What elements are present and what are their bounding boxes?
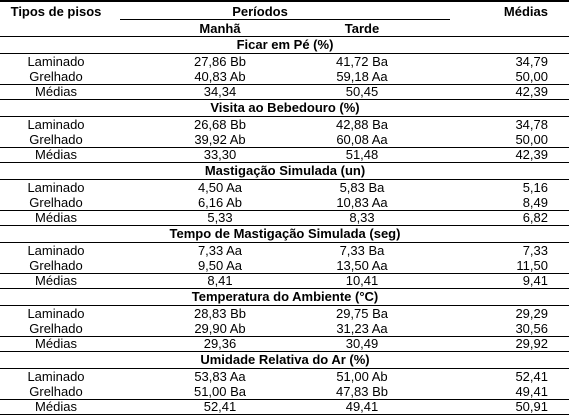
afternoon-value: 51,00 Ab bbox=[336, 369, 388, 384]
mean-value: 5,16 bbox=[522, 180, 548, 195]
row-label: Laminado bbox=[27, 117, 85, 132]
afternoon-value: 41,72 Ba bbox=[335, 54, 389, 69]
afternoon-value: 29,75 Ba bbox=[335, 306, 389, 321]
morning-value: 29,90 Ab bbox=[194, 321, 246, 336]
row-label: Médias bbox=[35, 84, 77, 99]
mean-value: 30,56 bbox=[515, 321, 548, 336]
afternoon-value: 13,50 Aa bbox=[336, 258, 388, 273]
row-label: Grelhado bbox=[29, 321, 83, 336]
mean-value: 7,33 bbox=[522, 243, 548, 258]
afternoon-value: 5,83 Ba bbox=[339, 180, 385, 195]
header-afternoon: Tarde bbox=[344, 21, 380, 36]
mean-value: 50,00 bbox=[515, 69, 548, 84]
afternoon-value: 30,49 bbox=[345, 336, 379, 351]
mean-value: 29,92 bbox=[515, 336, 548, 351]
row-label: Laminado bbox=[27, 243, 85, 258]
morning-value: 34,34 bbox=[203, 84, 237, 99]
header-floor-type: Tipos de pisos bbox=[10, 4, 102, 19]
morning-value: 27,86 Bb bbox=[193, 54, 247, 69]
mean-value: 52,41 bbox=[515, 369, 548, 384]
morning-value: 6,16 Ab bbox=[197, 195, 243, 210]
section-title: Ficar em Pé (%) bbox=[236, 37, 334, 52]
mean-value: 6,82 bbox=[522, 210, 548, 225]
mean-value: 34,79 bbox=[515, 54, 548, 69]
mean-value: 34,78 bbox=[515, 117, 548, 132]
mean-value: 42,39 bbox=[515, 84, 548, 99]
row-label: Laminado bbox=[27, 306, 85, 321]
row-label: Médias bbox=[35, 273, 77, 288]
afternoon-value: 47,83 Bb bbox=[335, 384, 389, 399]
afternoon-value: 49,41 bbox=[345, 399, 379, 414]
section-title: Temperatura do Ambiente (°C) bbox=[191, 289, 379, 304]
afternoon-value: 8,33 bbox=[349, 210, 375, 225]
afternoon-value: 7,33 Ba bbox=[339, 243, 385, 258]
afternoon-value: 50,45 bbox=[345, 84, 379, 99]
header-periods: Períodos bbox=[232, 4, 288, 19]
row-label: Médias bbox=[35, 399, 77, 414]
row-label: Laminado bbox=[27, 54, 85, 69]
morning-value: 7,33 Aa bbox=[197, 243, 243, 258]
morning-value: 39,92 Ab bbox=[194, 132, 246, 147]
afternoon-value: 10,41 bbox=[345, 273, 379, 288]
morning-value: 9,50 Aa bbox=[197, 258, 243, 273]
section-title: Mastigação Simulada (un) bbox=[204, 163, 366, 178]
row-label: Laminado bbox=[27, 180, 85, 195]
section-title: Tempo de Mastigação Simulada (seg) bbox=[169, 226, 401, 241]
morning-value: 51,00 Ba bbox=[193, 384, 247, 399]
morning-value: 5,33 bbox=[207, 210, 233, 225]
row-label: Médias bbox=[35, 210, 77, 225]
row-label: Grelhado bbox=[29, 384, 83, 399]
afternoon-value: 60,08 Aa bbox=[336, 132, 388, 147]
afternoon-value: 51,48 bbox=[345, 147, 379, 162]
row-label: Grelhado bbox=[29, 258, 83, 273]
row-label: Grelhado bbox=[29, 69, 83, 84]
morning-value: 29,36 bbox=[203, 336, 237, 351]
morning-value: 33,30 bbox=[203, 147, 237, 162]
mean-value: 49,41 bbox=[515, 384, 548, 399]
row-label: Grelhado bbox=[29, 195, 83, 210]
afternoon-value: 59,18 Aa bbox=[336, 69, 388, 84]
morning-value: 52,41 bbox=[203, 399, 237, 414]
morning-value: 8,41 bbox=[207, 273, 233, 288]
morning-value: 4,50 Aa bbox=[197, 180, 243, 195]
section-title: Umidade Relativa do Ar (%) bbox=[200, 352, 370, 367]
row-label: Grelhado bbox=[29, 132, 83, 147]
mean-value: 11,50 bbox=[516, 258, 548, 273]
afternoon-value: 10,83 Aa bbox=[336, 195, 388, 210]
header-means: Médias bbox=[503, 4, 548, 19]
row-label: Laminado bbox=[27, 369, 85, 384]
afternoon-value: 31,23 Aa bbox=[336, 321, 388, 336]
mean-value: 29,29 bbox=[515, 306, 548, 321]
row-label: Médias bbox=[35, 147, 77, 162]
mean-value: 42,39 bbox=[515, 147, 548, 162]
morning-value: 40,83 Ab bbox=[194, 69, 246, 84]
mean-value: 50,00 bbox=[515, 132, 548, 147]
section-title: Visita ao Bebedouro (%) bbox=[210, 100, 360, 115]
periods-underline bbox=[120, 19, 450, 20]
header-morning: Manhã bbox=[199, 21, 241, 36]
row-label: Médias bbox=[35, 336, 77, 351]
morning-value: 53,83 Aa bbox=[194, 369, 246, 384]
table-top-rule bbox=[0, 0, 569, 2]
morning-value: 28,83 Bb bbox=[193, 306, 247, 321]
morning-value: 26,68 Bb bbox=[193, 117, 247, 132]
mean-value: 8,49 bbox=[522, 195, 548, 210]
mean-value: 9,41 bbox=[522, 273, 548, 288]
mean-value: 50,91 bbox=[515, 399, 548, 414]
afternoon-value: 42,88 Ba bbox=[335, 117, 389, 132]
